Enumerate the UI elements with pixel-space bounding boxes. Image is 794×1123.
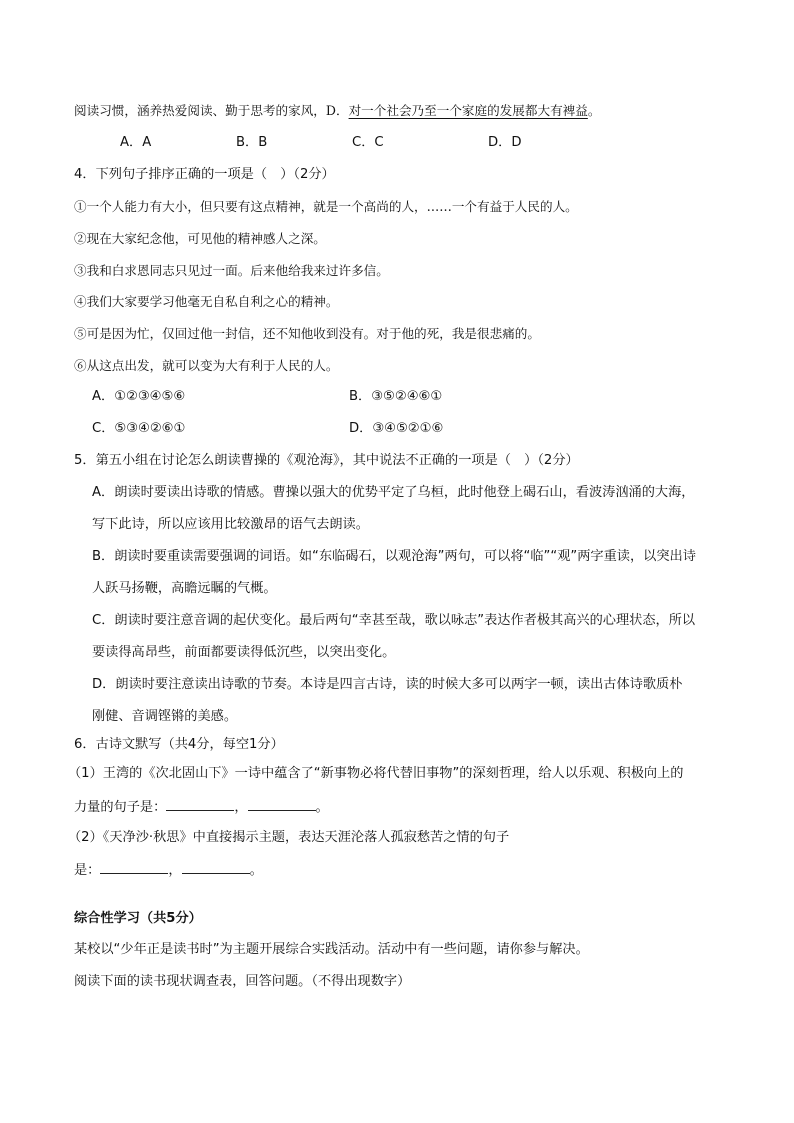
section-intro: 某校以“少年正是读书时”为主题开展综合实践活动。活动中有一些问题，请你参与解决。 [74, 942, 589, 957]
q5-option-a-line2: 写下此诗，所以应该用比较激昂的语气去朗读。 [92, 517, 369, 532]
section-task: 阅读下面的读书现状调查表，回答问题。（不得出现数字） [74, 974, 411, 989]
q4-sentence-3: ③我和白求恩同志只见过一面。后来他给我来过许多信。 [74, 263, 389, 278]
q6-item2-line2 [74, 860, 263, 880]
q6-item2-period: 。 [249, 863, 263, 878]
q3-option-c[interactable]: C．C [352, 135, 384, 150]
q6-item1-period: 。 [315, 800, 329, 815]
q6-item1-comma: ， [234, 800, 248, 815]
q6-item2-comma: ， [168, 863, 182, 878]
q3-continuation-line [74, 102, 600, 120]
q5-option-a-line1[interactable]: A．朗读时要读出诗歌的情感。曹操以强大的优势平定了乌桓，此时他登上碣石山，看波涛汹涌的大海， [92, 485, 695, 500]
q3-option-a[interactable]: A．A [120, 135, 152, 150]
q3-cont-underlined: 对一个社会乃至一个家庭的发展都大有裨益 [348, 103, 588, 118]
q3-cont-end: 。 [587, 103, 601, 118]
q4-sentence-5: ⑤可是因为忙，仅回过他一封信，还不知他收到没有。对于他的死，我是很悲痛的。 [74, 326, 540, 341]
q4-sentence-2: ②现在大家纪念他，可见他的精神感人之深。 [74, 231, 326, 246]
q6-item1-line1: （1）王湾的《次北固山下》一诗中蕴含了“新事物必将代替旧事物”的深刻哲理，给人以乐观、积极向上的 [68, 766, 684, 781]
q4-sentence-1: ①一个人能力有大小，但只要有这点精神，就是一个高尚的人，……一个有益于人民的人。 [74, 199, 578, 214]
section-title: 综合性学习（共5分） [74, 911, 202, 926]
q6-item1-blank-1[interactable] [166, 797, 234, 811]
q6-stem: 6．古诗文默写（共4分，每空1分） [74, 737, 284, 752]
q6-item2-line1: （2）《天净沙·秋思》中直接揭示主题，表达天涯沦落人孤寂愁苦之情的句子 [68, 830, 510, 845]
q3-option-d[interactable]: D．D [488, 135, 522, 150]
q4-option-a[interactable]: A．①②③④⑤⑥ [92, 389, 186, 404]
q5-option-d-line1[interactable]: D．朗读时要注意读出诗歌的节奏。本诗是四言古诗，读的时候大多可以两字一顿，读出古体诗歌质朴 [92, 677, 683, 692]
q4-sentence-4: ④我们大家要学习他毫无自私自利之心的精神。 [74, 294, 339, 309]
q4-option-c[interactable]: C．⑤③④②⑥① [92, 421, 186, 436]
q5-option-d-line2: 刚健、音调铿锵的美感。 [92, 709, 238, 724]
q5-option-c-line1[interactable]: C．朗读时要注意音调的起伏变化。最后两句“幸甚至哉，歌以咏志”表达作者极其高兴的心理状态，所以 [92, 613, 696, 628]
q6-item1-line2 [74, 797, 329, 817]
q6-item2-blank-1[interactable] [100, 860, 168, 874]
q5-option-b-line2: 人跃马扬鞭，高瞻远瞩的气概。 [92, 581, 277, 596]
q4-sentence-6: ⑥从这点出发，就可以变为大有利于人民的人。 [74, 358, 339, 373]
q4-stem: 4．下列句子排序正确的一项是（ ）（2分） [74, 167, 335, 182]
q6-item1-blank-2[interactable] [248, 797, 316, 811]
q3-cont-text: 阅读习惯，涵养热爱阅读、勤于思考的家风，D． [74, 103, 349, 118]
q4-option-b[interactable]: B．③⑤②④⑥① [349, 389, 443, 404]
q5-stem: 5．第五小组在讨论怎么朗读曹操的《观沧海》，其中说法不正确的一项是（ ）（2分） [74, 453, 579, 468]
q5-option-b-line1[interactable]: B．朗读时要重读需要强调的词语。如“东临碣石，以观沧海”两句，可以将“临”“观”两字重读，以突出诗 [92, 549, 696, 564]
q6-item1-prefix: 力量的句子是： [74, 800, 167, 815]
q4-option-d[interactable]: D．③④⑤②①⑥ [349, 421, 444, 436]
q3-option-b[interactable]: B．B [236, 135, 268, 150]
q6-item2-blank-2[interactable] [182, 860, 250, 874]
q6-item2-prefix: 是： [74, 863, 101, 878]
q5-option-c-line2: 要读得高昂些，前面都要读得低沉些，以突出变化。 [92, 645, 396, 660]
